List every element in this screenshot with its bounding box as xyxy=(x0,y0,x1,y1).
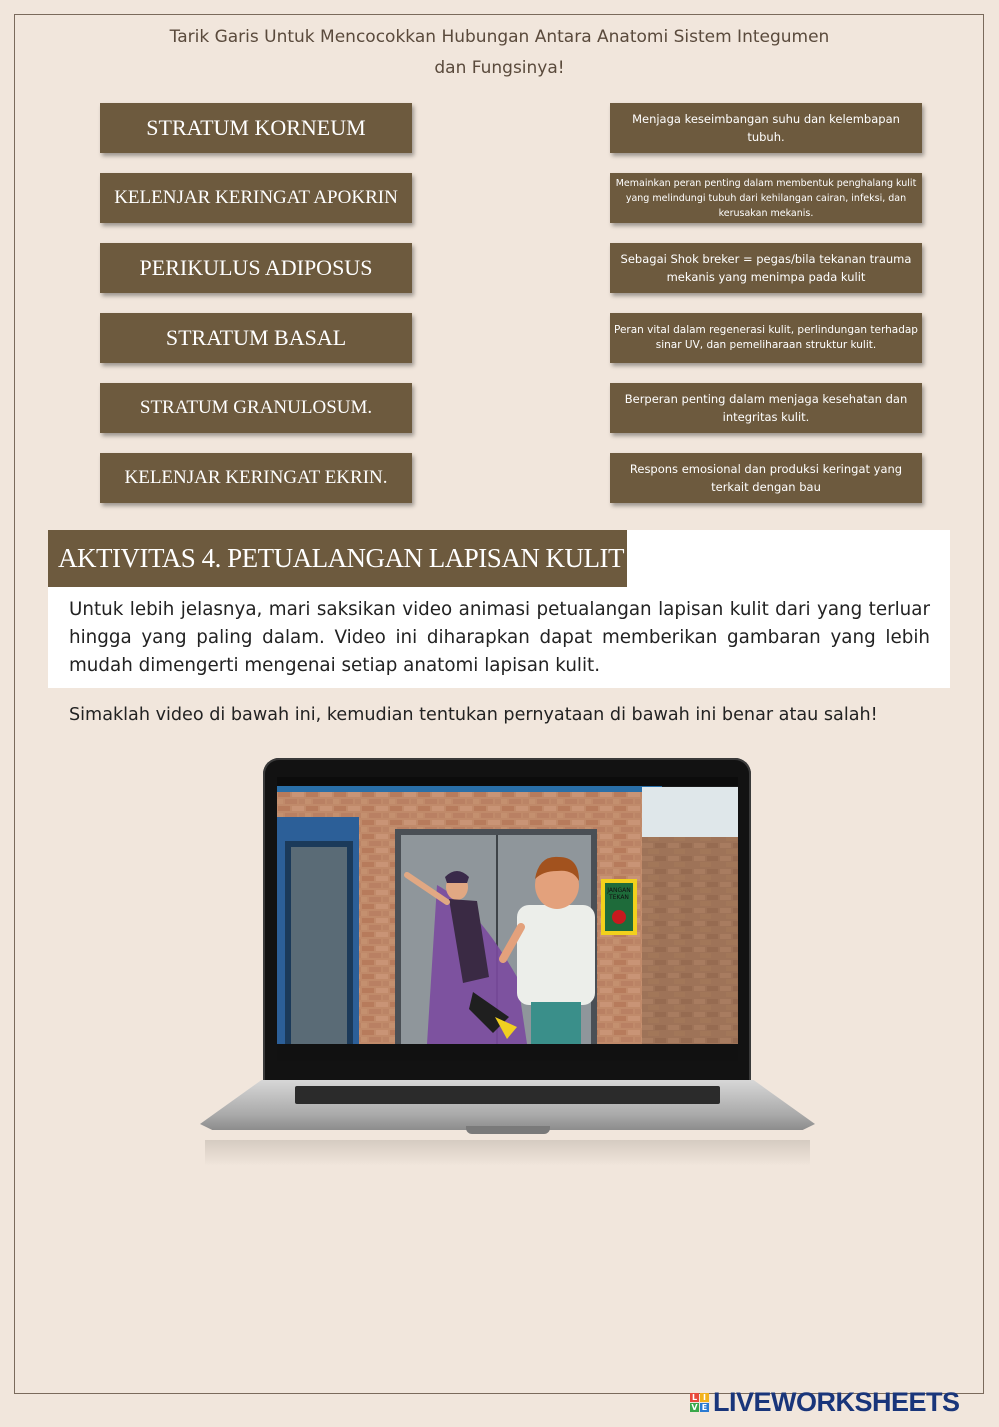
function-box-4[interactable]: Peran vital dalam regenerasi kulit, perlindungan terhadap sinar UV, dan pemeliharaan struktur kulit. xyxy=(610,313,922,363)
logo-letter-l: L xyxy=(691,1392,698,1402)
task-instruction: Simaklah video di bawah ini, kemudian tentukan pernyataan di bawah ini benar atau salah! xyxy=(69,705,878,725)
function-box-1[interactable]: Menjaga keseimbangan suhu dan kelembapan tubuh. xyxy=(610,103,922,153)
sign-line-1: JANGAN xyxy=(607,887,631,894)
term-stratum-granulosum[interactable]: STRATUM GRANULOSUM. xyxy=(100,383,412,433)
term-kelenjar-apokrin[interactable]: KELENJAR KERINGAT APOKRIN xyxy=(100,173,412,223)
logo-letter-v: V xyxy=(691,1402,698,1412)
liveworksheets-brand[interactable] xyxy=(690,1386,960,1418)
video-player[interactable] xyxy=(277,777,738,1061)
brand-name: LIVEWORKSHEETS xyxy=(713,1386,960,1417)
function-box-3[interactable]: Sebagai Shok breker = pegas/bila tekanan trauma mekanis yang menimpa pada kulit xyxy=(610,243,922,293)
term-stratum-korneum[interactable]: STRATUM KORNEUM xyxy=(100,103,412,153)
term-kelenjar-ekrin[interactable]: KELENJAR KERINGAT EKRIN. xyxy=(100,453,412,503)
instruction-line-1: Tarik Garis Untuk Mencocokkan Hubungan Antara Anatomi Sistem Integumen xyxy=(169,27,830,47)
instruction-text xyxy=(0,22,999,84)
laptop-keyboard xyxy=(295,1086,720,1104)
video-frame xyxy=(277,777,738,1061)
instruction-line-2: dan Fungsinya! xyxy=(434,58,565,78)
sign-line-2: TEKAN xyxy=(609,894,629,901)
laptop-shadow xyxy=(205,1140,810,1166)
function-box-2[interactable]: Memainkan peran penting dalam membentuk penghalang kulit yang melindungi tubuh dari kehilangan cairan, infeksi, dan kerusakan mekanis. xyxy=(610,173,922,223)
logo-letter-e: E xyxy=(701,1402,708,1412)
function-box-6[interactable]: Respons emosional dan produksi keringat yang terkait dengan bau xyxy=(610,453,922,503)
laptop-notch xyxy=(466,1126,550,1134)
term-perikulus-adiposus[interactable]: PERIKULUS ADIPOSUS xyxy=(100,243,412,293)
activity-description: Untuk lebih jelasnya, mari saksikan video animasi petualangan lapisan kulit dari yang terluar hingga yang paling dalam. Video ini diharapkan dapat memberikan gambaran yang lebih mudah dimengerti mengenai setiap anatomi lapisan kulit. xyxy=(69,599,930,676)
term-stratum-basal[interactable]: STRATUM BASAL xyxy=(100,313,412,363)
activity-title: AKTIVITAS 4. PETUALANGAN LAPISAN KULIT xyxy=(48,530,627,587)
function-box-5[interactable]: Berperan penting dalam menjaga kesehatan dan integritas kulit. xyxy=(610,383,922,433)
liveworksheets-logo-icon xyxy=(690,1393,709,1412)
logo-letter-i: I xyxy=(700,1393,709,1402)
